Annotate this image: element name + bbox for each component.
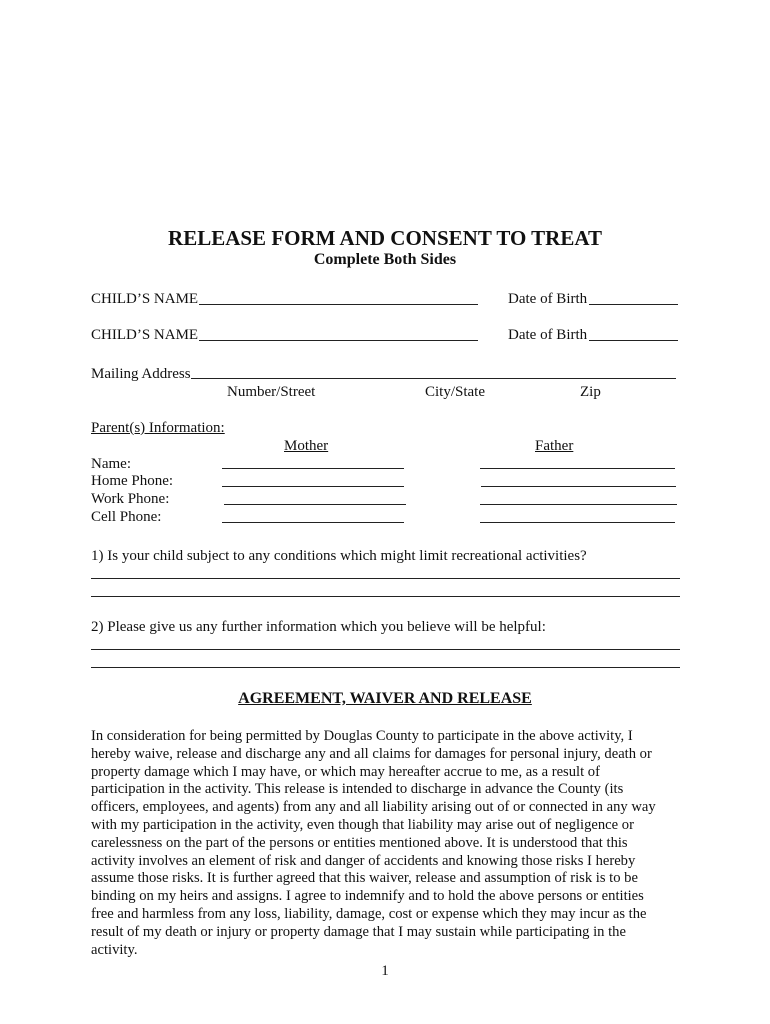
father-cell-phone-field[interactable] [480, 522, 675, 523]
child2-dob-field[interactable] [589, 340, 678, 341]
agreement-line: property damage which I may have, or which may hereafter accrue to me, as a result of [91, 763, 600, 780]
form-title: RELEASE FORM AND CONSENT TO TREAT [168, 226, 602, 250]
agreement-paragraph [91, 728, 691, 959]
child1-dob-label: Date of Birth [508, 291, 588, 307]
parent-name-label: Name: [91, 456, 131, 472]
address-street-sublabel: Number/Street [227, 384, 316, 400]
agreement-line: binding on my heirs and assigns. I agree to indemnify and to hold the above persons or entities [91, 888, 644, 905]
child2-name-field[interactable] [199, 340, 478, 341]
form-subtitle: Complete Both Sides [313, 251, 457, 268]
mother-column-label: Mother [284, 438, 329, 454]
child1-dob-field[interactable] [589, 304, 678, 305]
mailing-address-label: Mailing Address [91, 366, 191, 382]
page-number: 1 [381, 963, 389, 979]
mother-home-phone-field[interactable] [222, 486, 404, 487]
parent-work-phone-label: Work Phone: [91, 491, 170, 507]
agreement-line: In consideration for being permitted by Douglas County to participate in the above activity, I [91, 728, 633, 744]
question-1-answer-line-2[interactable] [91, 596, 680, 597]
agreement-line: carelessness on the part of the persons or entities mentioned above. It is understood that this [91, 834, 628, 851]
parent-cell-phone-label: Cell Phone: [91, 509, 162, 525]
child2-name-label: CHILD’S NAME [91, 327, 199, 343]
mailing-address-field[interactable] [191, 378, 676, 379]
child2-dob-label: Date of Birth [508, 327, 588, 343]
agreement-line: activity. [91, 941, 138, 958]
father-work-phone-field[interactable] [480, 504, 677, 505]
agreement-line: assume those risks. It is further agreed that this waiver, release and assumption of risk is to be [91, 870, 638, 887]
child1-name-label: CHILD’S NAME [91, 291, 199, 307]
question-1: 1) Is your child subject to any conditions which might limit recreational activities? [91, 548, 587, 564]
address-zip-sublabel: Zip [580, 384, 601, 400]
agreement-line: activity involves an element of risk and danger of accidents and knowing those risks I hereby [91, 852, 636, 869]
question-2-answer-line-2[interactable] [91, 667, 680, 668]
agreement-heading: AGREEMENT, WAIVER AND RELEASE [238, 690, 532, 707]
mother-name-field[interactable] [222, 468, 404, 469]
mother-cell-phone-field[interactable] [222, 522, 404, 523]
father-home-phone-field[interactable] [481, 486, 676, 487]
father-name-field[interactable] [480, 468, 675, 469]
agreement-line: with my participation in the activity, even though that liability may arise out of negligence or [91, 816, 634, 833]
agreement-line: hereby waive, release and discharge any and all claims for damages for personal injury, death or [91, 745, 652, 762]
question-2: 2) Please give us any further information which you believe will be helpful: [91, 619, 546, 635]
parents-heading: Parent(s) Information: [91, 420, 225, 436]
agreement-line: participation in the activity. This release is intended to discharge in advance the County (its [91, 781, 624, 798]
agreement-line: officers, employees, and agents) from any and all liability arising out of or connected in any way [91, 799, 656, 816]
agreement-line: result of my death or injury or property damage that I may sustain while participating in the [91, 923, 626, 940]
question-2-answer-line-1[interactable] [91, 649, 680, 650]
child1-name-field[interactable] [199, 304, 478, 305]
address-citystate-sublabel: City/State [425, 384, 485, 400]
parent-home-phone-label: Home Phone: [91, 473, 174, 489]
agreement-line: free and harmless from any loss, liability, damage, cost or expense which they may incur as the [91, 905, 647, 922]
father-column-label: Father [535, 438, 574, 454]
mother-work-phone-field[interactable] [224, 504, 406, 505]
question-1-answer-line-1[interactable] [91, 578, 680, 579]
